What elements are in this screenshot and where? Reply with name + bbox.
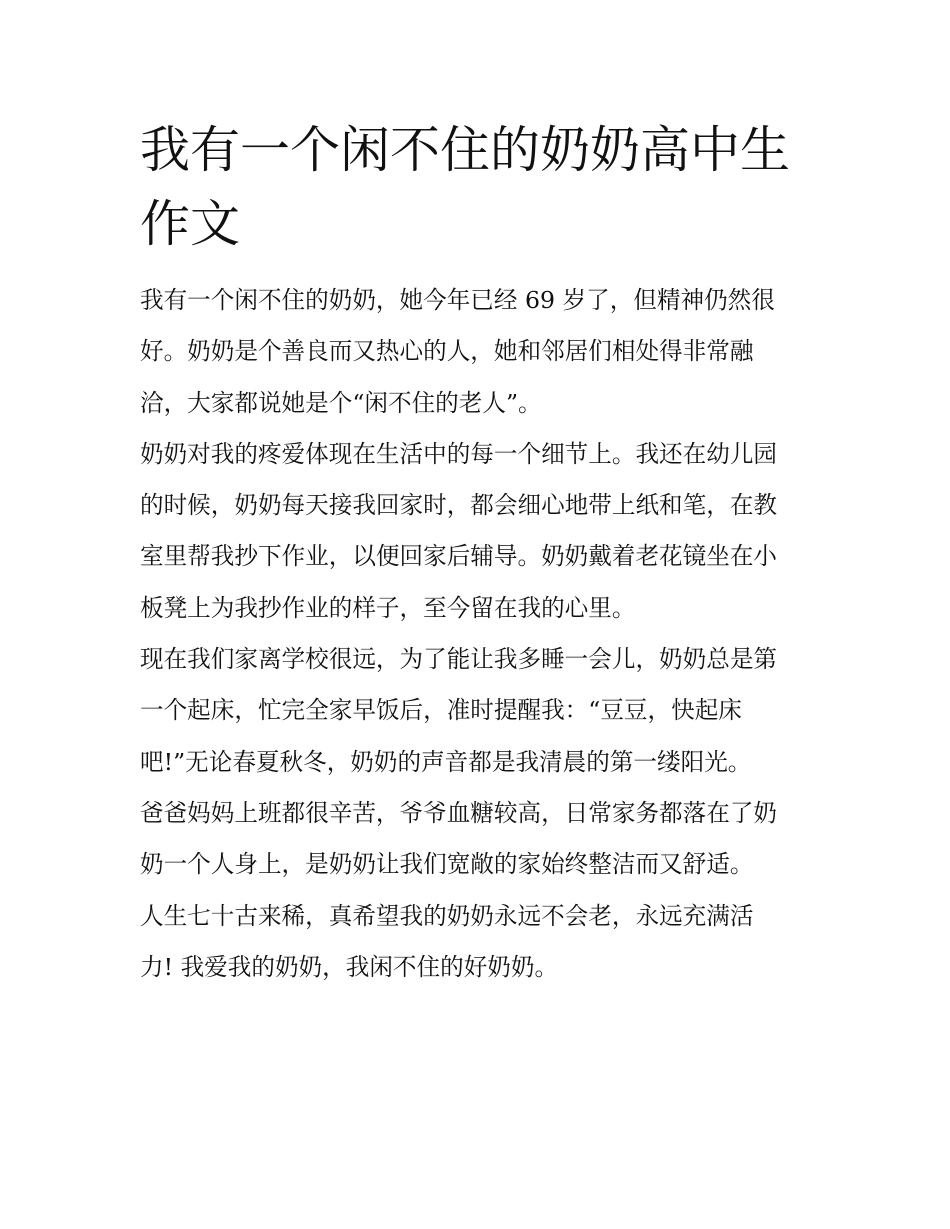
paragraph bbox=[140, 634, 812, 788]
text-line: 奶奶对我的疼爱体现在生活中的每一个细节上。我还在幼儿园 bbox=[140, 439, 778, 468]
text-line: 爸爸妈妈上班都很辛苦，爷爷血糖较高，日常家务都落在了奶 bbox=[140, 798, 778, 827]
text-line: 我有一个闲不住的奶奶，她今年已经 69 岁了，但精神仍然很 bbox=[140, 286, 775, 314]
text-line: 一个起床，忙完全家早饭后，准时提醒我：“豆豆，快起床 bbox=[140, 696, 742, 725]
text-line: 奶一个人身上，是奶奶让我们宽敞的家始终整洁而又舒适。 bbox=[140, 850, 754, 879]
paragraph bbox=[140, 891, 812, 994]
title-line: 我有一个闲不住的奶奶高中生 bbox=[140, 121, 790, 179]
text-line: 现在我们家离学校很远，为了能让我多睡一会儿，奶奶总是第 bbox=[140, 645, 778, 674]
text-line: 吧!”无论春夏秋冬，奶奶的声音都是我清晨的第一缕阳光。 bbox=[140, 747, 752, 776]
text-line: 好。奶奶是个善良而又热心的人，她和邻居们相处得非常融 bbox=[140, 337, 754, 366]
text-line: 力! 我爱我的奶奶，我闲不住的好奶奶。 bbox=[140, 952, 559, 981]
text-line: 人生七十古来稀，真希望我的奶奶永远不会老，永远充满活 bbox=[140, 901, 754, 930]
document-title bbox=[140, 113, 812, 261]
text-line: 洽，大家都说她是个“闲不住的老人”。 bbox=[140, 388, 542, 417]
paragraph bbox=[140, 275, 812, 429]
paragraph bbox=[140, 788, 812, 891]
text-line: 的时候，奶奶每天接我回家时，都会细心地带上纸和笔，在教 bbox=[140, 491, 778, 520]
document-body bbox=[140, 275, 812, 993]
title-line: 作文 bbox=[140, 195, 240, 253]
paragraph bbox=[140, 429, 812, 634]
text-line: 室里帮我抄下作业，以便回家后辅导。奶奶戴着老花镜坐在小 bbox=[140, 542, 778, 571]
text-line: 板凳上为我抄作业的样子，至今留在我的心里。 bbox=[140, 593, 636, 622]
